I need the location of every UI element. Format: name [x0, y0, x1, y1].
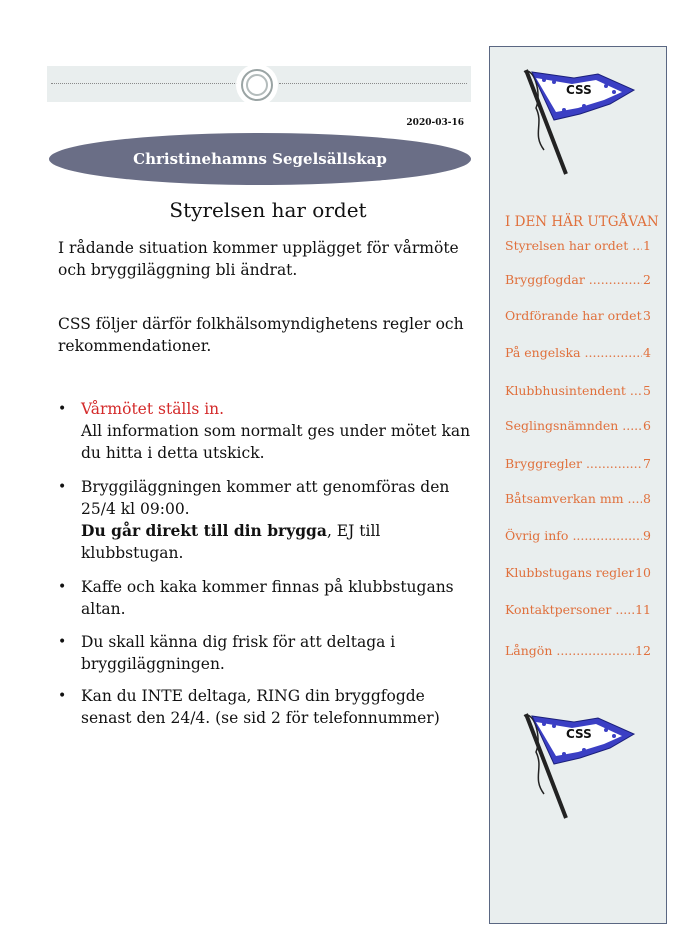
toc-item-page: 7	[643, 456, 651, 471]
bullet-item	[58, 476, 478, 564]
bullet-text: Kaffe och kaka kommer finnas på klubbstugans altan.	[81, 578, 454, 618]
bullet-dot-icon: •	[58, 479, 67, 495]
toc-item-page: 8	[643, 491, 651, 506]
toc-item-label: Båtsamverkan mm .....	[505, 491, 651, 506]
bullet-text: All information som normalt ges under mötet kan du hitta i detta utskick.	[81, 422, 471, 462]
toc-item-label: Kontaktpersoner .....	[505, 602, 651, 617]
club-flag-logo-icon	[514, 64, 640, 178]
bullet-text-after-bold: , EJ till klubbstugan.	[81, 522, 381, 562]
toc-item[interactable]	[505, 345, 651, 363]
toc-item[interactable]	[505, 528, 651, 546]
toc-item-label: På engelska .....	[505, 345, 651, 360]
toc-item-label: Övrig info .....	[505, 528, 651, 543]
toc-item-label: Långön .....	[505, 643, 651, 658]
toc-title: I DEN HÄR UTGÅVAN	[505, 214, 659, 230]
toc-item[interactable]	[505, 565, 651, 583]
bullet-item	[58, 576, 478, 620]
toc-item[interactable]	[505, 308, 651, 326]
bullet-bold-text: Du går direkt till din brygga	[81, 521, 327, 540]
bullet-dot-icon: •	[58, 579, 67, 595]
toc-item-page: 2	[643, 272, 651, 287]
toc-item-label: Bryggfogdar .....	[505, 272, 651, 287]
club-flag-logo-icon	[514, 708, 640, 822]
toc-item-page: 12	[635, 643, 651, 658]
article-paragraph-1: I rådande situation kommer upplägget för vårmöte och bryggiläggning bli ändrat.	[58, 239, 459, 279]
toc-item[interactable]	[505, 643, 651, 661]
bullet-item	[58, 685, 478, 729]
issue-date: 2020-03-16	[406, 118, 464, 128]
ring-ornament-icon	[236, 64, 278, 106]
toc-item-page: 11	[635, 602, 651, 617]
bullet-item	[58, 631, 478, 675]
dotted-rule-left	[51, 83, 237, 84]
toc-item[interactable]	[505, 456, 651, 474]
article-bullet-list	[58, 398, 478, 729]
toc-item-label: Bryggregler .....	[505, 456, 651, 471]
logo-text: CSS	[566, 83, 592, 97]
toc-item-page: 3	[643, 308, 651, 323]
toc-item[interactable]	[505, 238, 651, 256]
toc-item[interactable]	[505, 418, 651, 436]
article-heading: Styrelsen har ordet	[169, 198, 367, 222]
toc-item-page: 10	[635, 565, 651, 580]
toc-item-page: 6	[643, 418, 651, 433]
toc-item-page: 5	[643, 383, 651, 398]
dotted-rule-right	[279, 83, 467, 84]
toc-item-label: Styrelsen har ordet .....	[505, 238, 651, 253]
toc-item-page: 1	[643, 238, 651, 253]
bullet-dot-icon: •	[58, 401, 67, 417]
toc-item[interactable]	[505, 272, 651, 290]
logo-text: CSS	[566, 727, 592, 741]
club-name: Christinehamns Segelsällskap	[133, 150, 387, 168]
toc-item[interactable]	[505, 491, 651, 509]
toc-item-label: Klubbstugans regler .....	[505, 565, 651, 580]
toc-item[interactable]	[505, 383, 651, 401]
bullet-text: Kan du INTE deltaga, RING din bryggfogde senast den 24/4. (se sid 2 för telefonnummer)	[81, 687, 440, 727]
bullet-dot-icon: •	[58, 634, 67, 650]
bullet-item	[58, 398, 478, 464]
bullet-emphasis-line	[81, 520, 478, 564]
bullet-highlight: Vårmötet ställs in.	[81, 400, 225, 418]
toc-item-label: Ordförande har ordet .....	[505, 308, 651, 323]
toc-item-label: Klubbhusintendent .....	[505, 383, 651, 398]
toc-item-label: Seglingsnämnden .....	[505, 418, 651, 433]
bullet-text: Du skall känna dig frisk för att deltaga i bryggiläggningen.	[81, 633, 396, 673]
toc-item-page: 9	[643, 528, 651, 543]
toc-item[interactable]	[505, 602, 651, 620]
bullet-dot-icon: •	[58, 688, 67, 704]
club-name-banner	[49, 133, 471, 185]
toc-item-page: 4	[643, 345, 651, 360]
bullet-text: Bryggiläggningen kommer att genomföras den 25/4 kl 09:00.	[81, 478, 450, 518]
article-paragraph-2: CSS följer därför folkhälsomyndighetens regler och rekommendationer.	[58, 315, 464, 355]
